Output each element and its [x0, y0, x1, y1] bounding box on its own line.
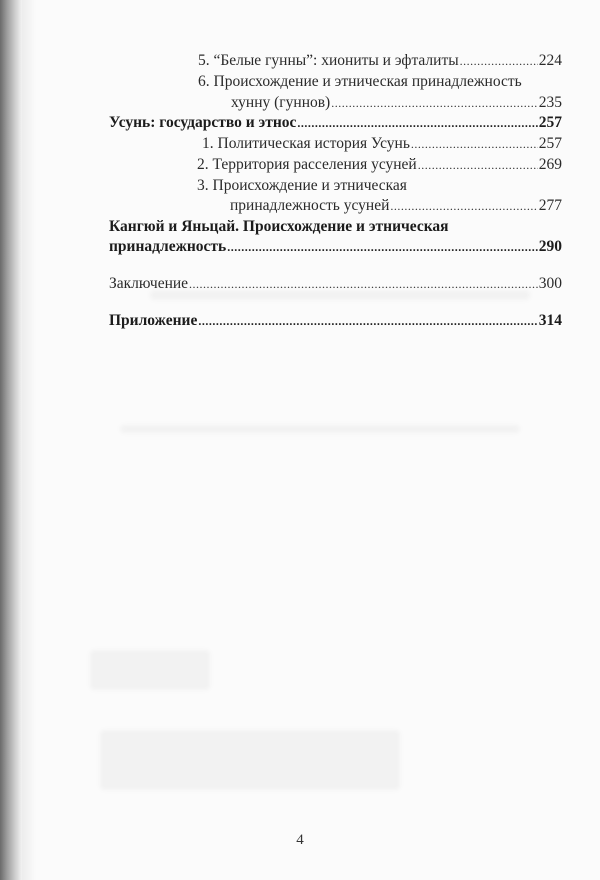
toc-leader-dots [460, 51, 538, 71]
toc-leader-dots [331, 93, 538, 113]
gutter-shadow [22, 0, 36, 880]
toc-entry-title: принадлежность усуней [230, 197, 390, 214]
toc-chapter-entry[interactable] [109, 311, 562, 331]
toc-chapter-entry[interactable] [109, 113, 562, 133]
toc-entry-title: принадлежность [109, 238, 227, 255]
toc-entry-title: 6. Происхождение и этническая принадлежность [198, 73, 522, 90]
toc-entry-page: 269 [538, 156, 562, 173]
toc-entry-page: 257 [538, 114, 562, 131]
toc-entry-title: 2. Территория расселения усуней [197, 156, 417, 173]
toc-entry[interactable] [109, 274, 562, 294]
toc-entry-page: 235 [538, 94, 562, 111]
toc-entry[interactable] [197, 155, 562, 175]
toc-chapter-entry[interactable] [109, 237, 562, 257]
toc-entry-title: Приложение [109, 312, 198, 329]
toc-leader-dots [198, 311, 537, 331]
toc-entry-title: хунну (гуннов) [231, 94, 331, 111]
scan-smudge [90, 650, 210, 690]
toc-entry-page: 224 [538, 52, 562, 69]
toc-entry-title: 5. “Белые гунны”: хиониты и эфталиты [198, 52, 459, 69]
toc-leader-dots [297, 113, 537, 133]
toc-entry[interactable] [202, 134, 562, 154]
book-spine-shadow [0, 0, 22, 880]
toc-leader-dots [227, 237, 538, 257]
scan-smudge [100, 730, 400, 790]
toc-entry-page: 277 [538, 197, 562, 214]
toc-entry-page: 314 [538, 312, 562, 329]
toc-entry-page: 300 [538, 275, 562, 292]
toc-entry-title: Кангюй и Яньцай. Происхождение и этническая [109, 218, 449, 235]
toc-leader-dots [411, 134, 538, 154]
toc-leader-dots [390, 196, 537, 216]
toc-leader-dots [418, 155, 538, 175]
toc-entry-title: Заключение [109, 275, 189, 292]
toc-entry-page: 257 [538, 135, 562, 152]
toc-entry[interactable] [230, 196, 562, 216]
toc-entry-title: 3. Происхождение и этническая [197, 177, 407, 194]
toc-entry-title: Усунь: государство и этнос [109, 114, 297, 131]
toc-entry[interactable] [231, 93, 562, 113]
toc-entry-title: 1. Политическая история Усунь [202, 135, 410, 152]
toc-entry-page: 290 [538, 238, 562, 255]
page-number: 4 [296, 832, 304, 848]
toc-entry[interactable] [198, 51, 562, 71]
toc-leader-dots [189, 274, 538, 294]
scan-smudge [120, 425, 520, 433]
